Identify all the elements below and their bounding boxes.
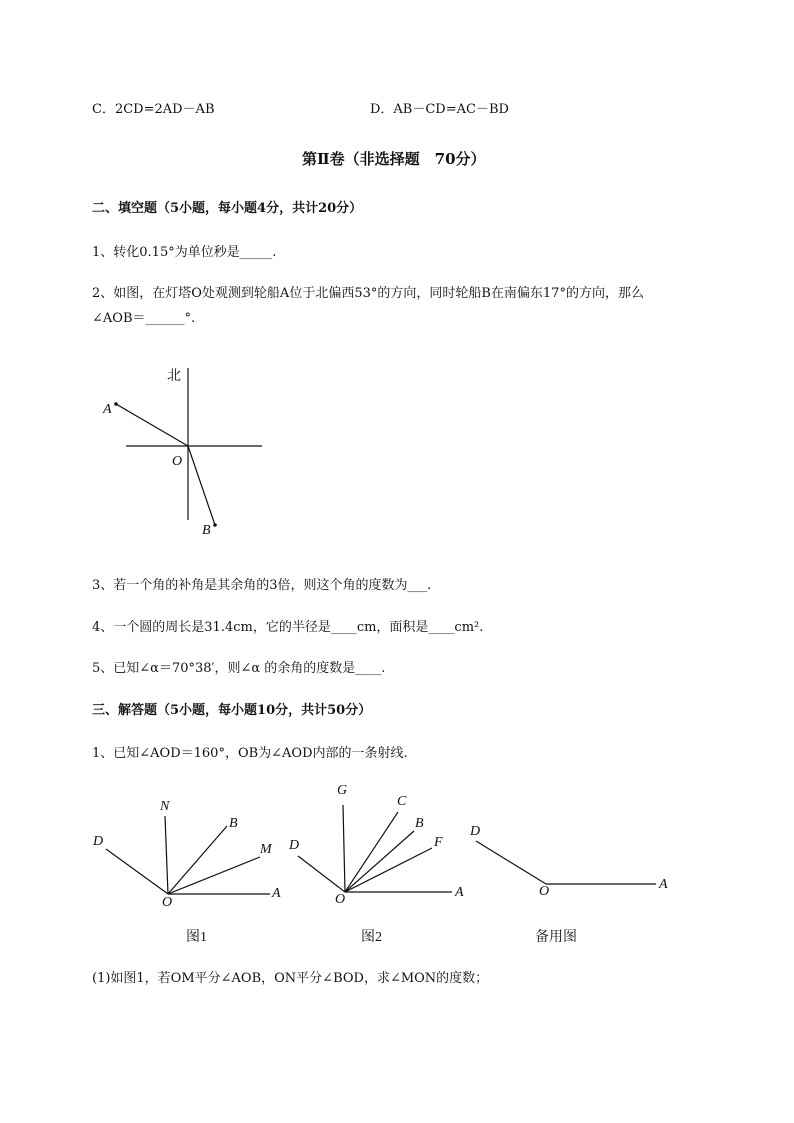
fill-question-2-line-1: 2、如图，在灯塔O处观测到轮船A位于北偏西53°的方向，同时轮船B在南偏东17°的方向，那么	[92, 286, 644, 301]
point-a-label: A	[103, 402, 112, 417]
fig1-label-d: D	[93, 834, 104, 849]
fig1-caption: 图1	[186, 930, 207, 945]
fig2-label-c: C	[397, 794, 407, 809]
answer-section-header: 三、解答题（5小题，每小题10分，共计50分）	[92, 703, 372, 718]
fig3-label-d: D	[470, 824, 481, 839]
answer-question-1-part-1: (1)如图1，若OM平分∠AOB，ON平分∠BOD，求∠MON的度数；	[92, 971, 489, 986]
fig3-label-a: A	[659, 877, 668, 892]
fig1-ray-ob	[168, 826, 227, 894]
fig1-label-n: N	[160, 799, 170, 814]
option-d: D．AB－CD=AC－BD	[370, 102, 509, 117]
fig2-ray-od	[298, 856, 345, 892]
section-title: 第Ⅱ卷（非选择题 70分）	[302, 150, 486, 168]
fig3-ray-od	[476, 841, 546, 884]
fill-question-5: 5、已知∠α＝70°38′，则∠α 的余角的度数是____.	[92, 661, 386, 676]
fill-question-2-line-2: ∠AOB＝______°.	[92, 311, 196, 326]
fig1-ray-om	[168, 857, 260, 894]
fig3-caption: 备用图	[535, 930, 577, 945]
fig1-label-o: O	[162, 895, 173, 910]
fill-blank-header: 二、填空题（5小题，每小题4分，共计20分）	[92, 201, 363, 216]
answer-question-1: 1、已知∠AOD＝160°，OB为∠AOD内部的一条射线.	[92, 746, 408, 761]
fill-question-4: 4、一个圆的周长是31.4cm，它的半径是____cm，面积是____cm².	[92, 620, 484, 635]
fig1-label-m: M	[260, 842, 272, 857]
fig2-label-a: A	[455, 885, 464, 900]
fig1-ray-on	[165, 816, 168, 894]
fig2-label-d: D	[289, 838, 300, 853]
fig2-ray-of	[345, 848, 432, 892]
fig2-ray-og	[343, 805, 345, 892]
fig2-label-f: F	[434, 835, 443, 850]
fig1-label-a: A	[272, 886, 281, 901]
point-o-label: O	[172, 454, 183, 469]
point-b-label: B	[202, 523, 211, 538]
fill-question-3: 3、若一个角的补角是其余角的3倍，则这个角的度数为___.	[92, 578, 432, 593]
fig1-ray-od	[106, 849, 168, 894]
fig3-label-o: O	[539, 884, 550, 899]
fig2-label-o: O	[335, 892, 346, 907]
north-label: 北	[167, 369, 181, 384]
fig1-label-b: B	[229, 816, 238, 831]
fig2-label-g: G	[337, 783, 348, 798]
fill-question-1: 1、转化0.15°为单位秒是_____.	[92, 245, 277, 260]
fig2-label-b: B	[415, 816, 424, 831]
fig2-caption: 图2	[361, 930, 382, 945]
option-c: C．2CD=2AD－AB	[92, 102, 215, 117]
